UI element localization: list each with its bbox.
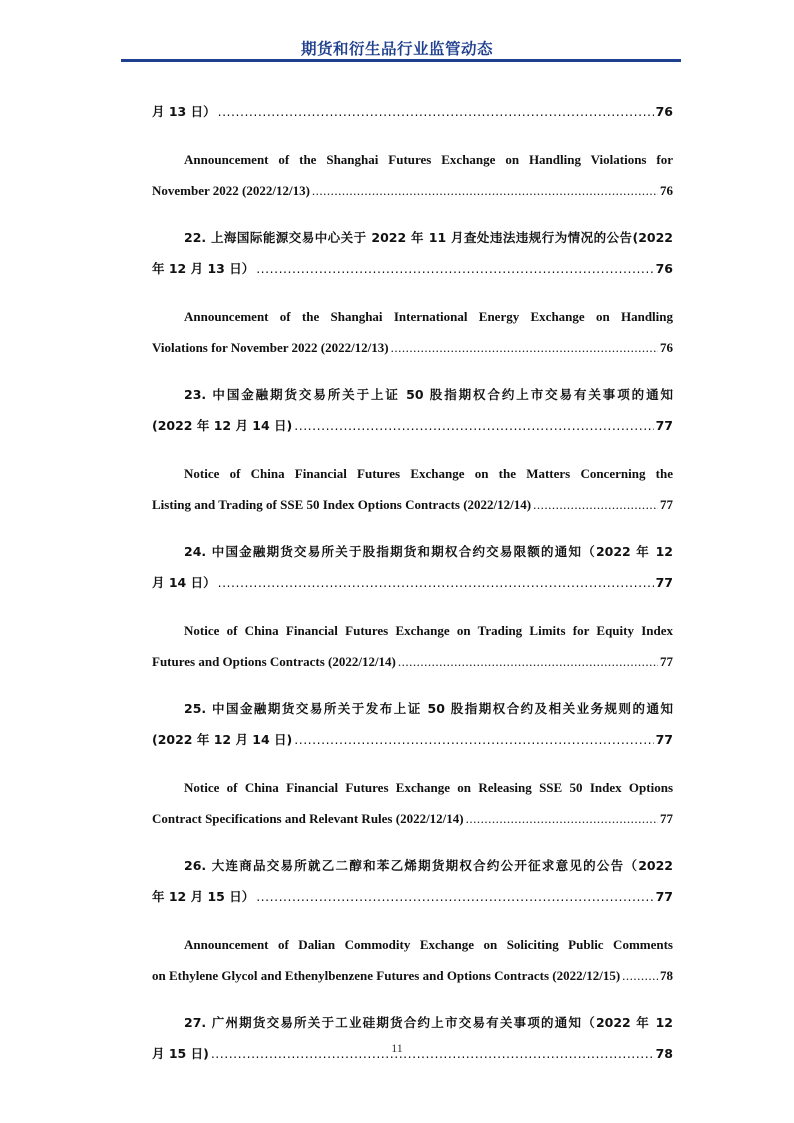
toc-entry-title-tail: 月 15 日)	[152, 1046, 209, 1061]
toc-entry-title-line: Announcement of the Shanghai Futures Exchange on Handling Violations for	[184, 151, 673, 167]
toc-entry[interactable]	[152, 144, 673, 206]
toc-entry-title-line: 26. 大连商品交易所就乙二醇和苯乙烯期货期权合约公开征求意见的公告（2022	[184, 858, 673, 873]
toc-entry-title-line: 27. 广州期货交易所关于工业硅期货合约上市交易有关事项的通知（2022 年 12	[184, 1015, 673, 1030]
toc-entry[interactable]	[152, 379, 673, 441]
dot-leader	[398, 646, 658, 677]
toc-entry-title-tail: 年 12 月 13 日）	[152, 261, 255, 276]
toc-page-number: 77	[655, 889, 673, 904]
toc-entry[interactable]	[152, 615, 673, 677]
toc-entry[interactable]	[152, 96, 673, 127]
toc-entry-title-tail: Listing and Trading of SSE 50 Index Options Contracts (2022/12/14)	[152, 496, 532, 512]
dot-leader	[622, 960, 658, 991]
toc-entry-title-tail: Futures and Options Contracts (2022/12/14)	[152, 653, 396, 669]
toc-entry-title-line: 23. 中国金融期货交易所关于上证 50 股指期权合约上市交易有关事项的通知	[184, 387, 673, 402]
running-header-title: 期货和衍生品行业监管动态	[300, 40, 493, 58]
toc-page-number: 78	[655, 1046, 673, 1061]
dot-leader	[294, 724, 653, 755]
toc-entry-title-tail: 月 13 日）	[152, 104, 216, 119]
toc-entry-title-tail: 月 14 日）	[152, 575, 216, 590]
toc-entry-title-tail: Violations for November 2022 (2022/12/13)	[152, 339, 389, 355]
dot-leader	[256, 253, 653, 284]
dot-leader	[533, 489, 658, 520]
toc-page-number: 78	[660, 967, 673, 983]
header-rule	[121, 59, 681, 62]
toc-entry-title-line: Announcement of the Shanghai International Energy Exchange on Handling	[184, 308, 673, 324]
dot-leader	[391, 332, 658, 363]
toc-entry-title-tail: on Ethylene Glycol and Ethenylbenzene Futures and Options Contracts (2022/12/15)	[152, 967, 621, 983]
toc-entry-title-tail: Contract Specifications and Relevant Rules (2022/12/14)	[152, 810, 464, 826]
toc-entry[interactable]	[152, 772, 673, 834]
toc-page-number: 77	[655, 732, 673, 747]
toc-entry[interactable]	[152, 458, 673, 520]
toc-entry-title-line: Announcement of Dalian Commodity Exchange on Soliciting Public Comments	[184, 936, 673, 952]
toc-entry[interactable]	[152, 222, 673, 284]
toc-entry-title-tail: (2022 年 12 月 14 日)	[152, 418, 293, 433]
toc-page-number: 77	[655, 575, 673, 590]
toc-entry[interactable]	[152, 1007, 673, 1069]
toc-page-number: 77	[660, 810, 673, 826]
dot-leader	[294, 410, 653, 441]
toc-entry[interactable]	[152, 301, 673, 363]
toc-entry[interactable]	[152, 850, 673, 912]
toc-page-number: 77	[660, 653, 673, 669]
toc-entry-title-line: 25. 中国金融期货交易所关于发布上证 50 股指期权合约及相关业务规则的通知	[184, 701, 673, 716]
dot-leader	[312, 175, 658, 206]
toc-entry-title-line: 22. 上海国际能源交易中心关于 2022 年 11 月查处违法违规行为情况的公告(2022	[184, 230, 673, 245]
toc-entry-title-tail: (2022 年 12 月 14 日)	[152, 732, 293, 747]
dot-leader	[218, 567, 654, 598]
toc-page-number: 76	[660, 339, 673, 355]
toc-entry-title-line: Notice of China Financial Futures Exchange on Releasing SSE 50 Index Options	[184, 779, 673, 795]
dot-leader	[256, 881, 653, 912]
toc-entry-title-line: Notice of China Financial Futures Exchange on Trading Limits for Equity Index	[184, 622, 673, 638]
toc-entry[interactable]	[152, 929, 673, 991]
toc-page-number: 76	[655, 104, 673, 119]
dot-leader	[218, 96, 654, 127]
toc-entry-title-tail: 年 12 月 15 日）	[152, 889, 255, 904]
toc-entry[interactable]	[152, 693, 673, 755]
toc-page-number: 76	[660, 182, 673, 198]
page-number: 11	[391, 1041, 403, 1055]
table-of-contents	[152, 96, 673, 1086]
toc-entry-title-line: Notice of China Financial Futures Exchange on the Matters Concerning the	[184, 465, 673, 481]
dot-leader	[466, 803, 658, 834]
toc-entry-title-line: 24. 中国金融期货交易所关于股指期货和期权合约交易限额的通知（2022 年 12	[184, 544, 673, 559]
toc-page-number: 76	[655, 261, 673, 276]
toc-page-number: 77	[655, 418, 673, 433]
toc-entry-title-tail: November 2022 (2022/12/13)	[152, 182, 310, 198]
toc-entry[interactable]	[152, 536, 673, 598]
toc-page-number: 77	[660, 496, 673, 512]
